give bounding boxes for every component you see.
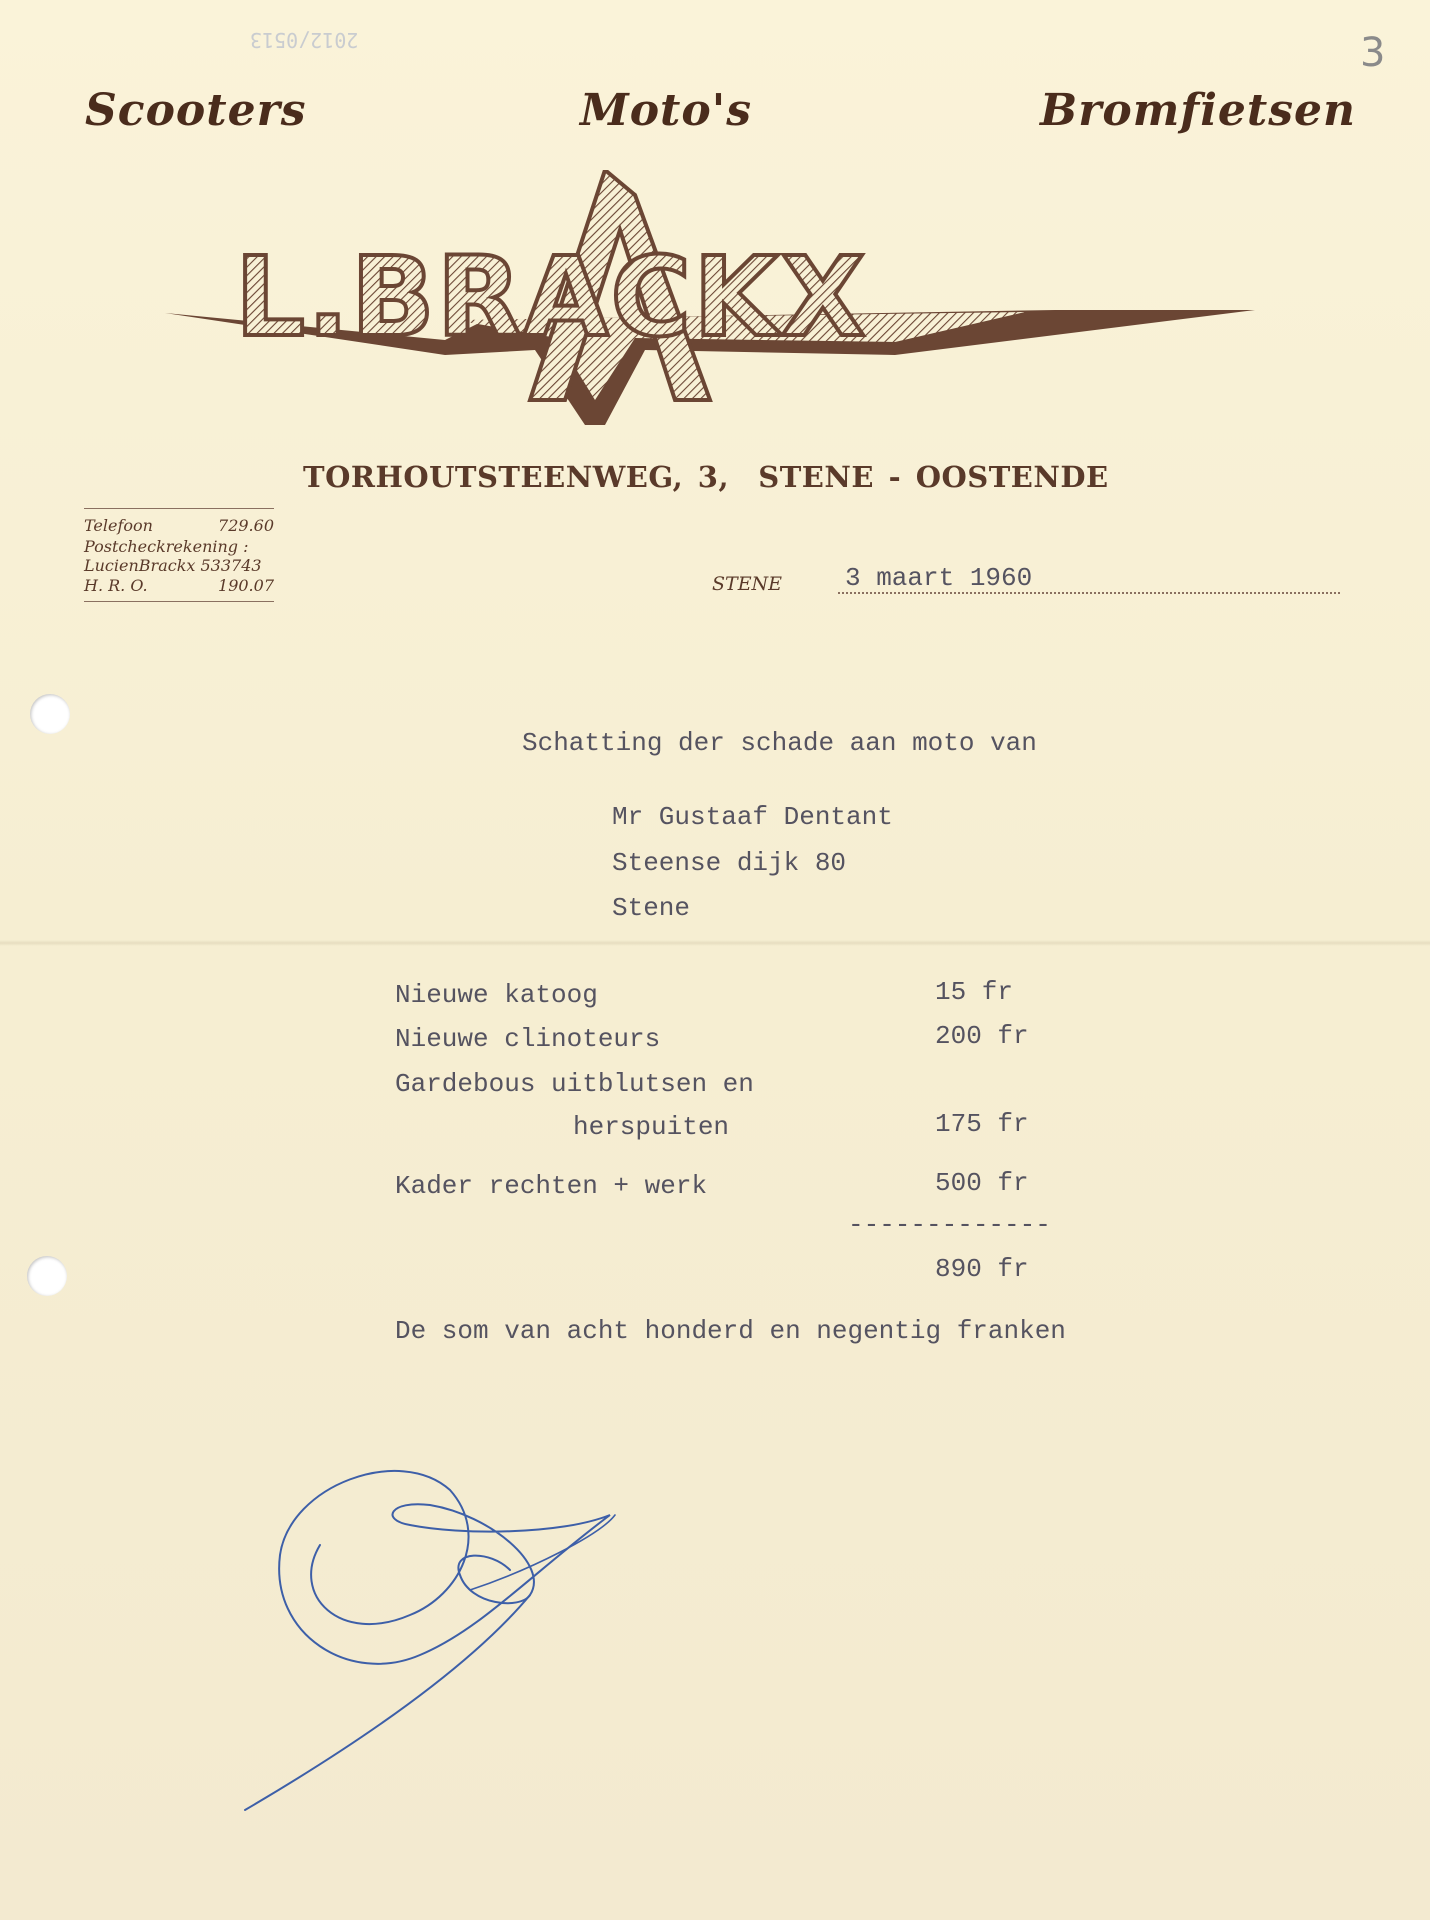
contact-block [84, 508, 274, 602]
item-amount: 175 fr [935, 1109, 1029, 1139]
header-scooters: Scooters [85, 85, 307, 136]
phone-label: Telefoon [84, 516, 153, 535]
handwritten-signature [230, 1425, 780, 1825]
page-number: 3 [1360, 30, 1386, 76]
postcheck-value: LucienBrackx 533743 [84, 556, 262, 575]
item-description: Gardebous uitblutsen en [395, 1069, 754, 1099]
phone-row [84, 515, 274, 537]
recipient-city: Stene [612, 893, 691, 923]
item-description: herspuiten [573, 1112, 730, 1142]
hro-label: H. R. O. [84, 576, 148, 595]
item-description: Nieuwe katoog [395, 980, 598, 1010]
header-motos: Moto's [580, 85, 752, 136]
paper-fold [0, 940, 1430, 946]
date-place-label: STENE [712, 573, 783, 595]
punch-hole [30, 694, 70, 734]
signature-tail [245, 1595, 530, 1810]
total-amount: 890 fr [935, 1254, 1029, 1284]
postcheck-value-row [84, 556, 274, 575]
recipient-street: Steense dijk 80 [612, 848, 847, 878]
signature-stroke [470, 1515, 615, 1590]
postcheck-row [84, 537, 274, 556]
item-description: Nieuwe clinoteurs [395, 1024, 661, 1054]
company-address: TORHOUTSTEENWEG, 3, STENE - OOSTENDE [303, 460, 1109, 494]
item-amount: 200 fr [935, 1021, 1029, 1051]
header-bromfietsen: Bromfietsen [1040, 85, 1356, 136]
hro-value: 190.07 [218, 576, 274, 595]
item-description: Kader rechten + werk [395, 1171, 708, 1201]
item-amount: 15 fr [935, 977, 1014, 1007]
hro-row [84, 575, 274, 597]
total-separator: ------------- [848, 1210, 1051, 1240]
sum-in-words: De som van acht honderd en negentig franken [395, 1316, 1066, 1346]
postcheck-label: Postcheckrekening : [84, 537, 249, 556]
letter-date: 3 maart 1960 [845, 563, 1033, 593]
phone-value: 729.60 [218, 516, 274, 535]
letter-subject: Schatting der schade aan moto van [522, 728, 1037, 758]
logo-wordmark: L.BRACKX [235, 233, 868, 361]
signature-loops [279, 1471, 610, 1664]
recipient-name: Mr Gustaaf Dentant [612, 802, 893, 832]
item-amount: 500 fr [935, 1168, 1029, 1198]
punch-hole [27, 1256, 67, 1296]
archive-note: 2012/0513 [250, 28, 359, 52]
brackx-logo [165, 170, 1255, 440]
